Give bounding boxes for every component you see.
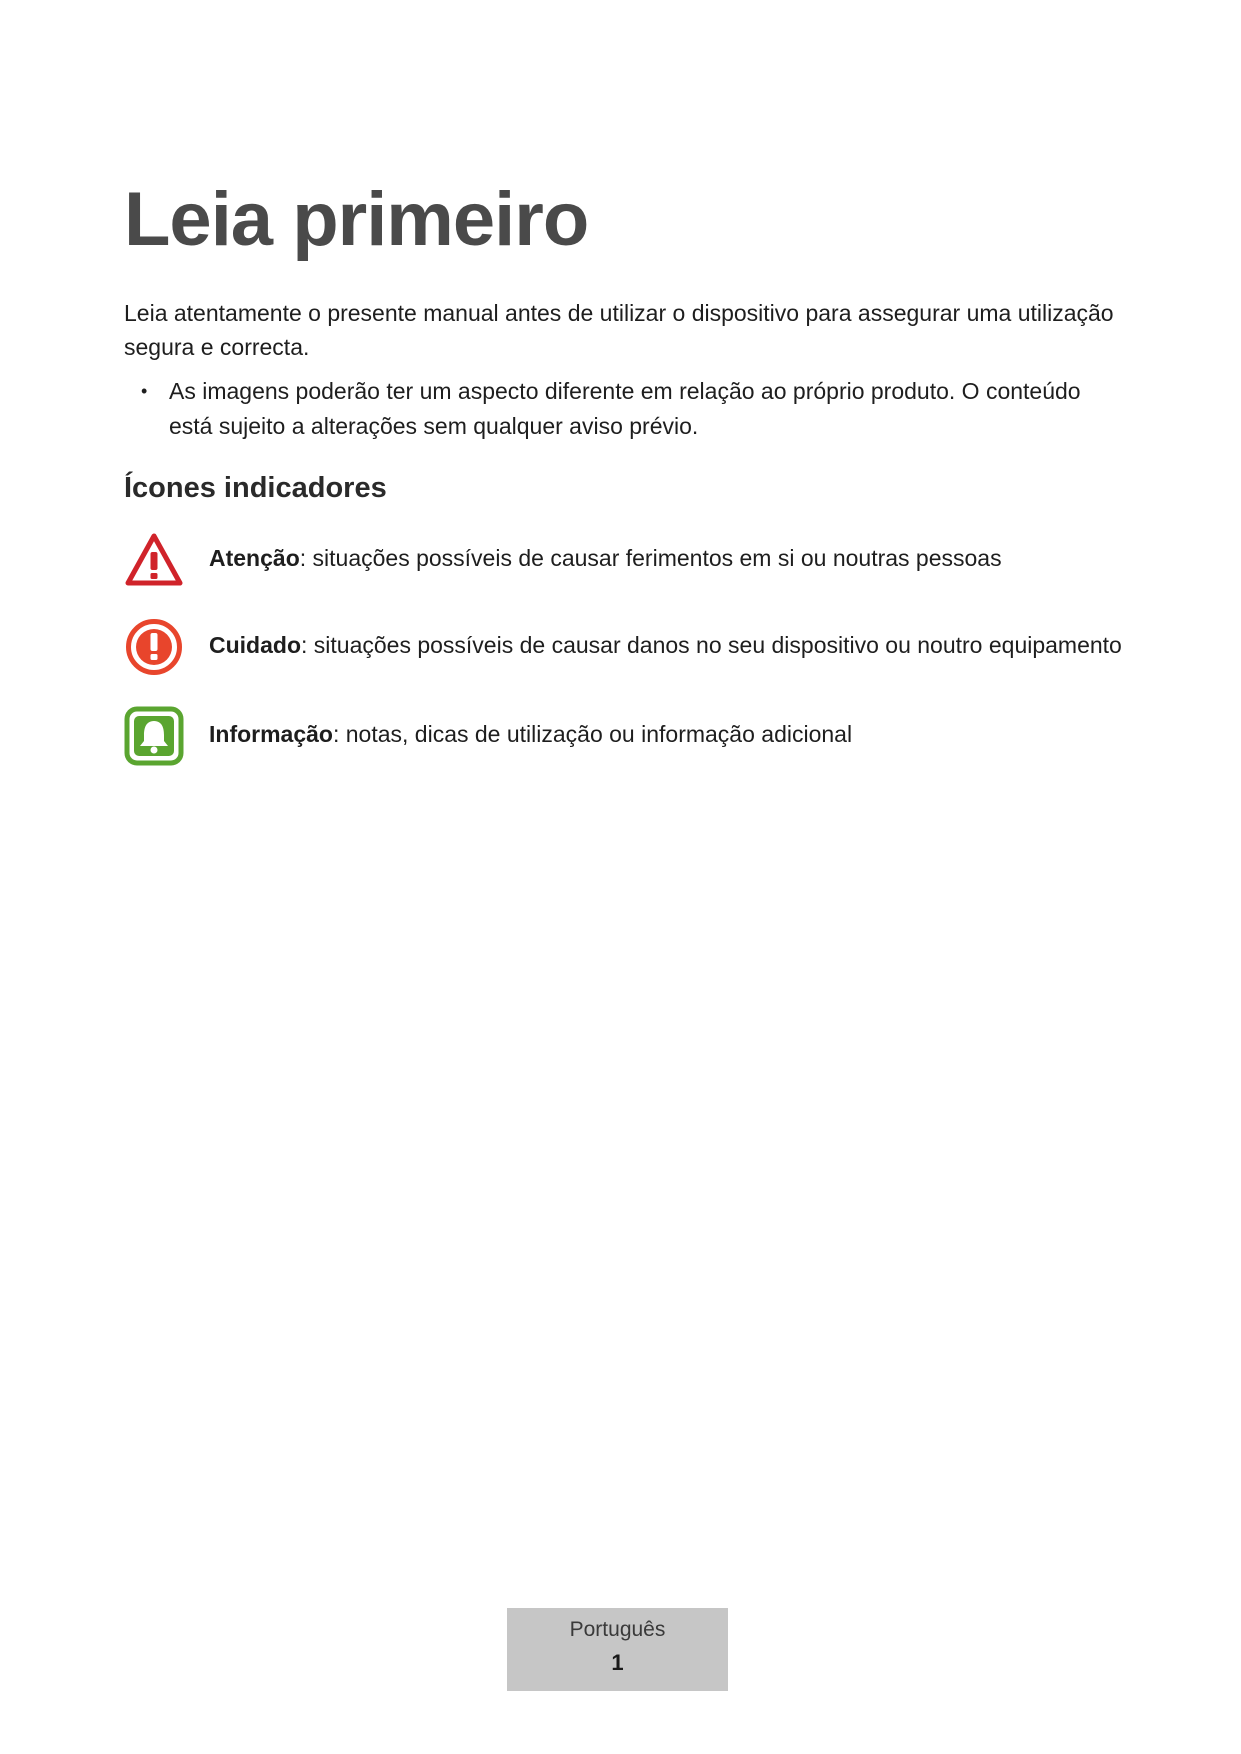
indicator-text: : situações possíveis de causar danos no seu dispositivo ou noutro equipamento bbox=[301, 632, 1122, 658]
section-heading: Ícones indicadores bbox=[124, 472, 387, 504]
page-number: 1 bbox=[611, 1650, 624, 1675]
indicator-description bbox=[209, 719, 852, 749]
indicator-text: : situações possíveis de causar ferimentos em si ou noutras pessoas bbox=[299, 545, 1002, 571]
indicator-term: Cuidado bbox=[209, 632, 301, 658]
bullet-dot: • bbox=[141, 381, 148, 401]
page-footer bbox=[507, 1608, 728, 1691]
warning-triangle-icon bbox=[124, 530, 184, 590]
page-title: Leia primeiro bbox=[124, 177, 589, 262]
bell-note-icon bbox=[124, 706, 184, 766]
indicator-description bbox=[209, 630, 1122, 660]
indicator-text: : notas, dicas de utilização ou informação adicional bbox=[332, 721, 853, 747]
indicator-description bbox=[209, 543, 1002, 573]
indicator-row-warning bbox=[124, 530, 1124, 590]
footer-language: Português bbox=[569, 1618, 666, 1641]
caution-circle-icon bbox=[124, 617, 184, 677]
indicator-term: Informação bbox=[209, 721, 333, 747]
list-item bbox=[124, 374, 1124, 444]
bullet-text: As imagens poderão ter um aspecto diferente em relação ao próprio produto. O conteúdo está sujeito a alterações sem qualquer aviso prévio. bbox=[169, 378, 1081, 439]
indicator-row-note bbox=[124, 706, 1124, 766]
indicator-term: Atenção bbox=[209, 545, 300, 571]
indicator-row-caution bbox=[124, 617, 1124, 677]
intro-paragraph: Leia atentamente o presente manual antes de utilizar o dispositivo para assegurar uma utilização segura e correcta. bbox=[124, 300, 1114, 360]
bullet-list bbox=[124, 374, 1124, 444]
